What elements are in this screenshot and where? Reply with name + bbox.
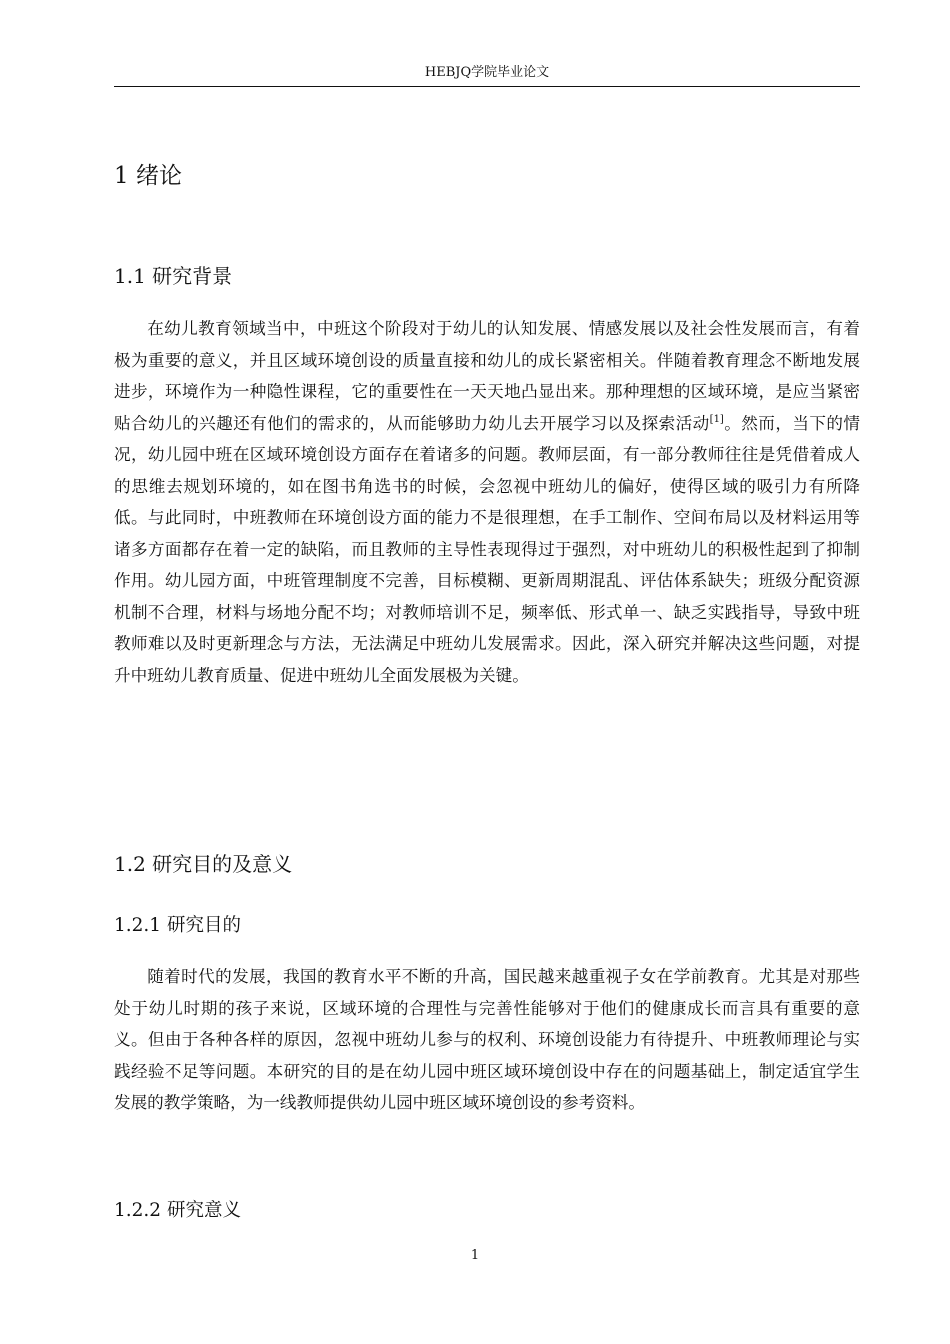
citation-ref[interactable]: [1] — [709, 413, 724, 425]
paragraph-research-background — [114, 313, 860, 691]
paragraph-text: 在幼儿教育领域当中，中班这个阶段对于幼儿的认知发展、情感发展以及社会性发展而言，有着极为重要的意义，并且区域环境创设的质量直接和幼儿的成长紧密相关。伴随着教育理念不断地发展进步，环境作为一种隐性课程，它的重要性在一天天地凸显出来。那种理想的区域环境，是应当紧密贴合幼儿的兴趣还有他们的需求的，从而能够助力幼儿去开展学习以及探索活动 — [114, 319, 860, 433]
subsection-heading-1-2-2: 1.2.2 研究意义 — [114, 1200, 241, 1221]
page-number: 1 — [470, 1248, 480, 1263]
header-divider — [114, 86, 860, 87]
section-heading-1-1: 1.1 研究背景 — [114, 264, 233, 288]
section-heading-1-2: 1.2 研究目的及意义 — [114, 852, 293, 876]
chapter-title: 1 绪论 — [114, 163, 182, 189]
page-header: HEBJQ学院毕业论文 — [424, 65, 550, 80]
subsection-heading-1-2-1: 1.2.1 研究目的 — [114, 915, 241, 936]
paragraph-research-purpose: 随着时代的发展，我国的教育水平不断的升高，国民越来越重视子女在学前教育。尤其是对那些处于幼儿时期的孩子来说，区域环境的合理性与完善性能够对于他们的健康成长而言具有重要的意义。但由于各种各样的原因，忽视中班幼儿参与的权利、环境创设能力有待提升、中班教师理论与实践经验不足等问题。本研究的目的是在幼儿园中班区域环境创设中存在的问题基础上，制定适宜学生发展的教学策略，为一线教师提供幼儿园中班区域环境创设的参考资料。 — [114, 967, 860, 1112]
paragraph-text-continued: 。然而，当下的情况，幼儿园中班在区域环境创设方面存在着诸多的问题。教师层面，有一部分教师往往是凭借着成人的思维去规划环境的，如在图书角选书的时候，会忽视中班幼儿的偏好，使得区域的吸引力有所降低。与此同时，中班教师在环境创设方面的能力不是很理想，在手工制作、空间布局以及材料运用等诸多方面都存在着一定的缺陷，而且教师的主导性表现得过于强烈，对中班幼儿的积极性起到了抑制作用。幼儿园方面，中班管理制度不完善，目标模糊、更新周期混乱、评估体系缺失；班级分配资源机制不合理，材料与场地分配不均；对教师培训不足，频率低、形式单一、缺乏实践指导，导致中班教师难以及时更新理念与方法，无法满足中班幼儿发展需求。因此，深入研究并解决这些问题，对提升中班幼儿教育质量、促进中班幼儿全面发展极为关键。 — [114, 413, 860, 685]
